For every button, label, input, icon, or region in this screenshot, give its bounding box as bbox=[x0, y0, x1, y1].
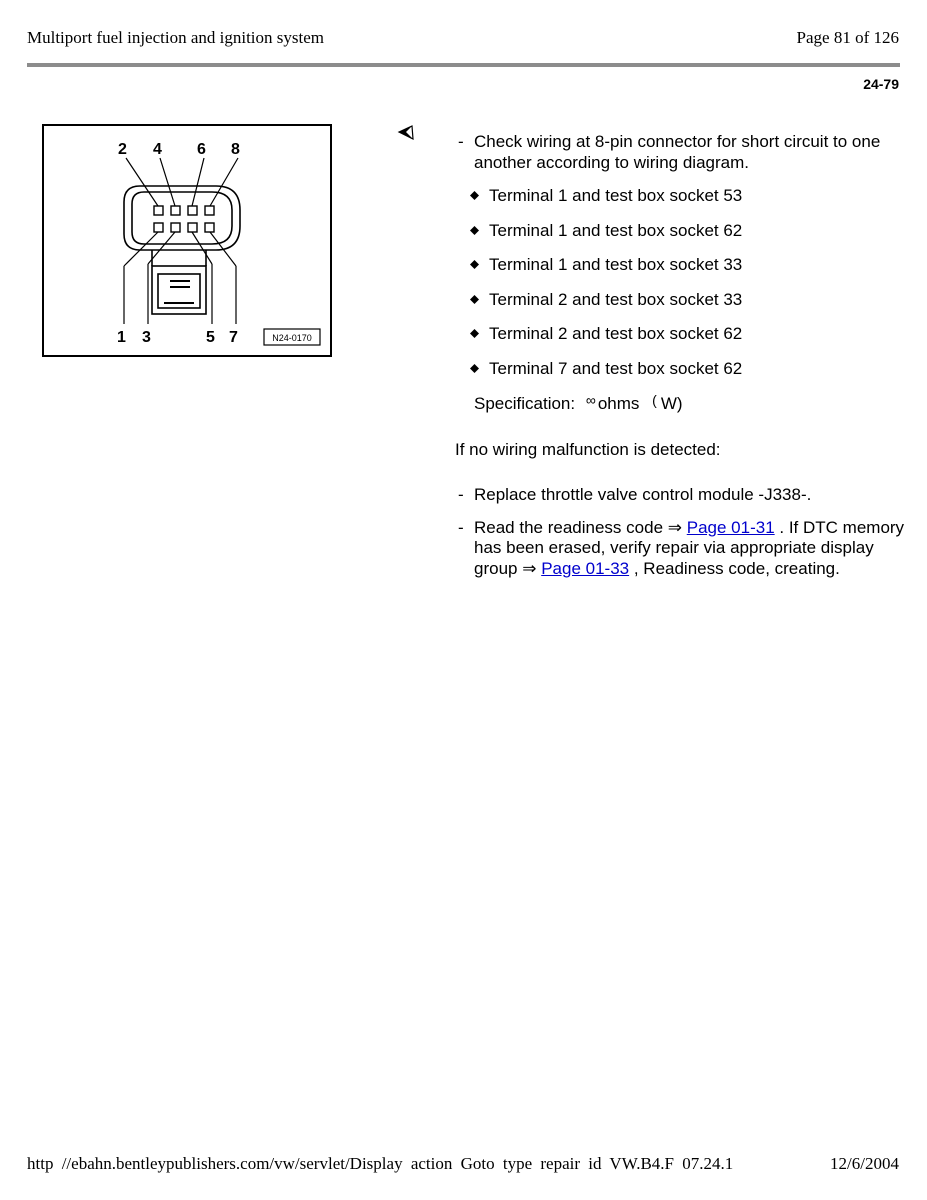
step-check-wiring bbox=[455, 132, 905, 173]
list-item bbox=[455, 255, 905, 290]
diamond-bullet-icon bbox=[470, 364, 479, 373]
procedure-text bbox=[455, 132, 905, 579]
pin-7 bbox=[205, 223, 214, 232]
label-pin-4: 4 bbox=[153, 141, 162, 158]
header-rule bbox=[27, 63, 900, 67]
step-read-readiness bbox=[455, 518, 905, 580]
label-pin-7: 7 bbox=[229, 329, 238, 346]
pin-4 bbox=[171, 206, 180, 215]
arrow-icon: ⇒ bbox=[522, 558, 537, 578]
pin-8 bbox=[205, 206, 214, 215]
specification bbox=[455, 394, 905, 415]
diamond-bullet-icon bbox=[470, 329, 479, 338]
connector-figure bbox=[42, 124, 332, 357]
pin-1 bbox=[154, 223, 163, 232]
label-pin-6: 6 bbox=[197, 141, 206, 158]
pin-6 bbox=[188, 206, 197, 215]
check-text: Terminal 1 and test box socket 33 bbox=[489, 255, 743, 274]
step-dash: - bbox=[458, 485, 464, 504]
section-number: 24-79 bbox=[863, 76, 899, 92]
step-text: Check wiring at 8-pin connector for short circuit to one another according to wiring diagram. bbox=[474, 132, 881, 172]
step-text-c: , Readiness code, creating. bbox=[633, 558, 840, 578]
step-text: Replace throttle valve control module -J338-. bbox=[474, 485, 812, 504]
footer-url: http //ebahn.bentleypublishers.com/vw/servlet/Display action Goto type repair id VW.B4.F 07.24.1 bbox=[27, 1154, 734, 1173]
step-dash: - bbox=[458, 517, 464, 537]
label-pin-1: 1 bbox=[117, 329, 126, 346]
step-text-b: . If DTC memory has been erased, verify repair via appropriate display group bbox=[474, 517, 905, 578]
check-list bbox=[455, 186, 905, 393]
check-text: Terminal 1 and test box socket 53 bbox=[489, 186, 743, 205]
diamond-bullet-icon bbox=[470, 226, 479, 235]
list-item bbox=[455, 221, 905, 256]
connector-housing bbox=[124, 186, 240, 250]
spec-unit: ohms bbox=[597, 394, 640, 413]
pin-5 bbox=[188, 223, 197, 232]
spec-label: Specification: bbox=[474, 394, 576, 413]
page-counter: Page 81 of 126 bbox=[796, 28, 899, 47]
check-text: Terminal 2 and test box socket 33 bbox=[489, 289, 743, 309]
link-page-01-31[interactable]: Page 01-31 bbox=[686, 517, 775, 537]
check-text: Terminal 2 and test box socket 62 bbox=[489, 324, 743, 343]
spec-paren: ( bbox=[652, 392, 657, 408]
check-text: Terminal 1 and test box socket 62 bbox=[489, 220, 743, 240]
link-page-01-33[interactable]: Page 01-33 bbox=[541, 558, 630, 578]
connector-inner bbox=[132, 192, 232, 244]
step-dash: - bbox=[458, 132, 464, 151]
document-title: Multiport fuel injection and ignition system bbox=[27, 28, 324, 47]
list-item bbox=[455, 324, 905, 359]
check-text: Terminal 7 and test box socket 62 bbox=[489, 358, 743, 378]
figure-code: N24-0170 bbox=[272, 333, 312, 343]
list-item bbox=[455, 290, 905, 325]
diamond-bullet-icon bbox=[470, 260, 479, 269]
label-pin-5: 5 bbox=[206, 329, 215, 346]
step-pointer-icon bbox=[397, 124, 415, 142]
spec-unit2: W) bbox=[660, 394, 683, 413]
step-text-a: Read the readiness code bbox=[474, 517, 664, 537]
diamond-bullet-icon bbox=[470, 191, 479, 200]
label-pin-3: 3 bbox=[142, 329, 151, 346]
pin-3 bbox=[171, 223, 180, 232]
footer-date: 12/6/2004 bbox=[830, 1154, 899, 1173]
list-item bbox=[455, 359, 905, 394]
step-replace-module bbox=[455, 485, 905, 506]
diamond-bullet-icon bbox=[470, 295, 479, 304]
arrow-icon: ⇒ bbox=[667, 517, 683, 537]
label-pin-8: 8 bbox=[231, 141, 240, 158]
no-malfunction-note: If no wiring malfunction is detected: bbox=[455, 439, 721, 459]
pin-2 bbox=[154, 206, 163, 215]
infinity-symbol: ∞ bbox=[585, 392, 596, 408]
list-item bbox=[455, 186, 905, 221]
connector-diagram bbox=[44, 126, 330, 355]
label-pin-2: 2 bbox=[118, 141, 127, 158]
